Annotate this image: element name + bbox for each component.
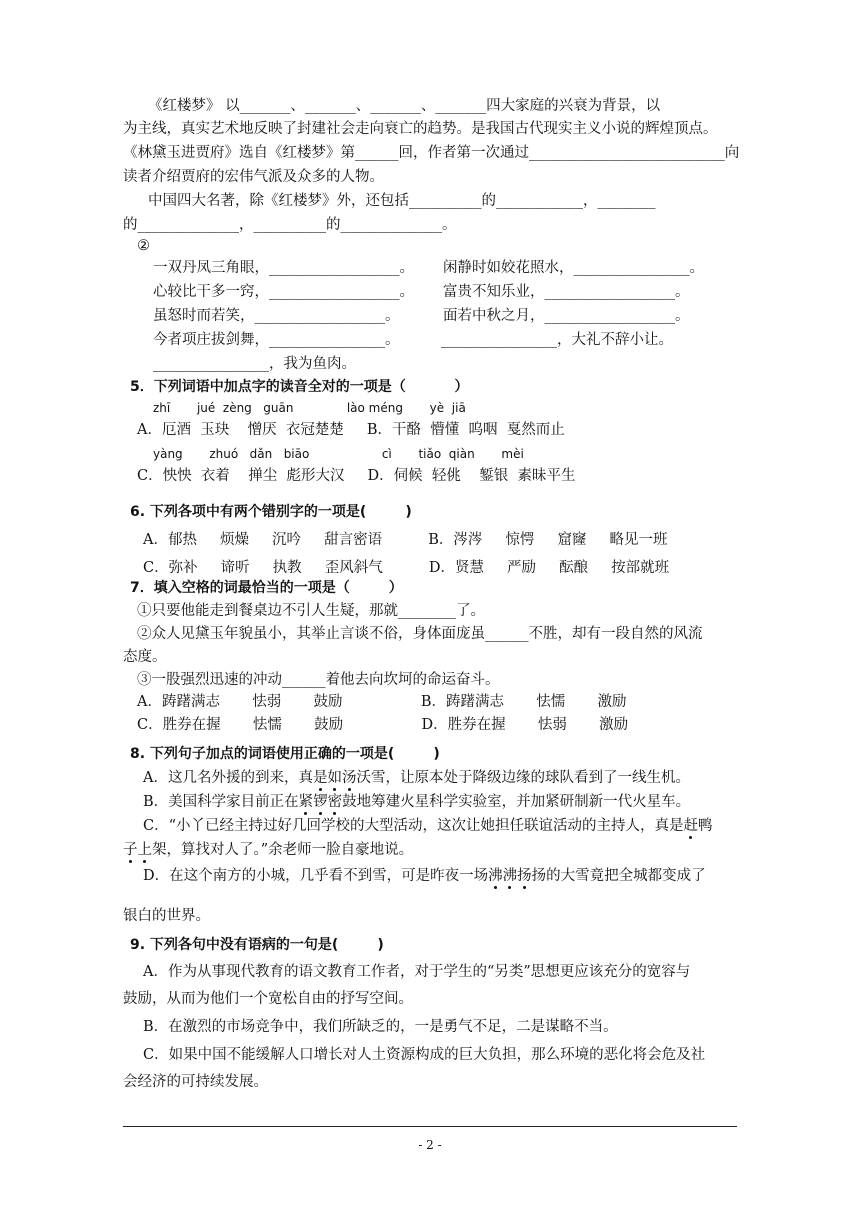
text-line: 一双丹凤三角眼，__________________。 (153, 260, 414, 276)
text-line: C．胜券在握 怯懦 鼓励 D．胜券在握 怯弱 激励 (137, 717, 629, 733)
text-line: A．作为从事现代教育的语文教育工作者，对于学生的“另类”思想更应该充分的宽容与 (143, 964, 691, 980)
question-heading: 9. 下列各句中没有语病的一句是( ) (130, 937, 384, 953)
page-number: - 2 - (418, 1138, 442, 1152)
text-line: 会经济的可持续发展。 (123, 1074, 268, 1090)
text-line: 《林黛玉进贾府》选自《红楼梦》第______回，作者第一次通过___________________________向 (123, 145, 740, 161)
emphasis-dot: 汤 (341, 770, 357, 786)
text-line: 闲静时如姣花照水，________________。 (443, 260, 704, 276)
footer-rule (123, 1126, 737, 1127)
emphasis-dot: 锣 (313, 794, 328, 810)
emphasis-dot: 如 (327, 770, 342, 786)
text-line: 中国四大名著，除《红楼梦》外，还包括__________的____________，________ (148, 193, 656, 209)
text-line: 心较比干多一窍，__________________。 (153, 284, 414, 300)
question-heading: 6. 下列各项中有两个错别字的一项是( ) (130, 504, 412, 520)
text-line: D．在这个南方的小城，几乎看不到雪，可是昨夜一场沸沸扬扬的大雪竟把全城都变成了 (143, 868, 706, 884)
text-line: 虽怒时而若笑，__________________。 (153, 308, 400, 324)
pinyin-line: zhī jué zèng guān lào méng yè jiā (153, 401, 466, 415)
text-line: 富贵不知乐业，__________________。 (443, 284, 690, 300)
text-line: A．厄酒 玉玦 憎厌 衣冠楚楚 B．干酪 懵懂 呜咽 戛然而止 (137, 422, 565, 438)
emphasis-dot: 密 (327, 794, 343, 810)
text-line: 银白的世界。 (123, 908, 210, 924)
text-line: C．如果中国不能缓解人口增长对人土资源构成的巨大负担，那么环境的恶化将会危及社 (143, 1047, 706, 1063)
text-line: ________________，大礼不辞小让。 (441, 332, 673, 348)
text-line: C．“小丫已经主持过好几回学校的大型活动，这次让她担任联谊活动的主持人，真是赶鸭 (143, 818, 713, 834)
text-line: C．弥补 谛听 执教 歪风斜气 D．贤慧 严励 酝酿 按部就班 (143, 560, 670, 576)
question-heading: 8. 下列句子加点的词语使用正确的一项是( ) (130, 746, 440, 762)
pinyin-line: yàng zhuó dǎn biāo cì tiǎo qiàn mèi (153, 447, 524, 461)
text-line: 今者项庄拔剑舞，________________。 (153, 332, 400, 348)
text-line: B．美国科学家目前正在紧锣密鼓地筹建火星科学实验室，并加紧研制新一代火星车。 (143, 794, 691, 810)
emphasis-dot: 子 (123, 842, 138, 858)
text-line: B．在激烈的市场竞争中，我们所缺乏的，一是勇气不足，二是谋略不当。 (143, 1019, 618, 1035)
text-line: 鼓励，从而为他们一个宽松自由的抒写空间。 (123, 991, 413, 1007)
emphasis-dot: 沸 (488, 868, 503, 884)
text-line: A．踌躇满志 怯弱 鼓励 B．踌躇满志 怯懦 激励 (137, 694, 627, 710)
text-line: ②众人见黛玉年貌虽小，其举止言谈不俗，身体面庞虽______不胜，却有一段自然的风流 (137, 626, 703, 642)
text-line: ③一股强烈迅速的冲动______着他去向坎坷的命运奋斗。 (137, 672, 500, 688)
emphasis-dot: 是 (312, 770, 328, 786)
text-line: 态度。 (123, 649, 167, 665)
emphasis-dot: 上 (137, 842, 152, 858)
text-line: 的______________，__________的______________。 (123, 217, 457, 233)
text-line: A．郁热 烦燥 沉吟 甜言密语 B．涔涔 惊愕 窟窿 略见一班 (143, 532, 668, 548)
emphasis-dot: 赶 (683, 818, 699, 834)
text-line: A．这几名外援的到来，真是如汤沃雪，让原本处于降级边缘的球队看到了一线生机。 (143, 770, 690, 786)
text-line: C．怏怏 衣着 掸尘 彪形大汉 D．伺候 轻佻 錾银 素昧平生 (137, 468, 576, 484)
text-line: 子上架，算找对人了。”余老师一脸自豪地说。 (123, 842, 414, 858)
emphasis-dot: 沸 (502, 868, 518, 884)
emphasis-dot: 紧 (298, 794, 314, 810)
question-heading: 5．下列词语中加点字的读音全对的一项是（ ） (130, 379, 469, 395)
text-line: ② (137, 238, 150, 254)
text-line: ________________，我为鱼肉。 (153, 356, 356, 372)
text-line: ①只要他能走到餐桌边不引人生疑，那就________了。 (137, 603, 485, 619)
text-line: 读者介绍贾府的宏伟气派及众多的人物。 (123, 169, 384, 185)
text-line: 为主线，真实艺术地反映了封建社会走向衰亡的趋势。是我国古代现实主义小说的辉煌顶点。 (123, 121, 718, 137)
text-line: 面若中秋之月，__________________。 (443, 308, 690, 324)
text-line: 《红楼梦》 以_______、_______、_______、_______四大家庭的兴衰为背景，以 (148, 98, 661, 114)
emphasis-dot: 扬 (517, 868, 532, 884)
question-heading: 7．填入空格的词最恰当的一项是（ ） (130, 580, 403, 596)
